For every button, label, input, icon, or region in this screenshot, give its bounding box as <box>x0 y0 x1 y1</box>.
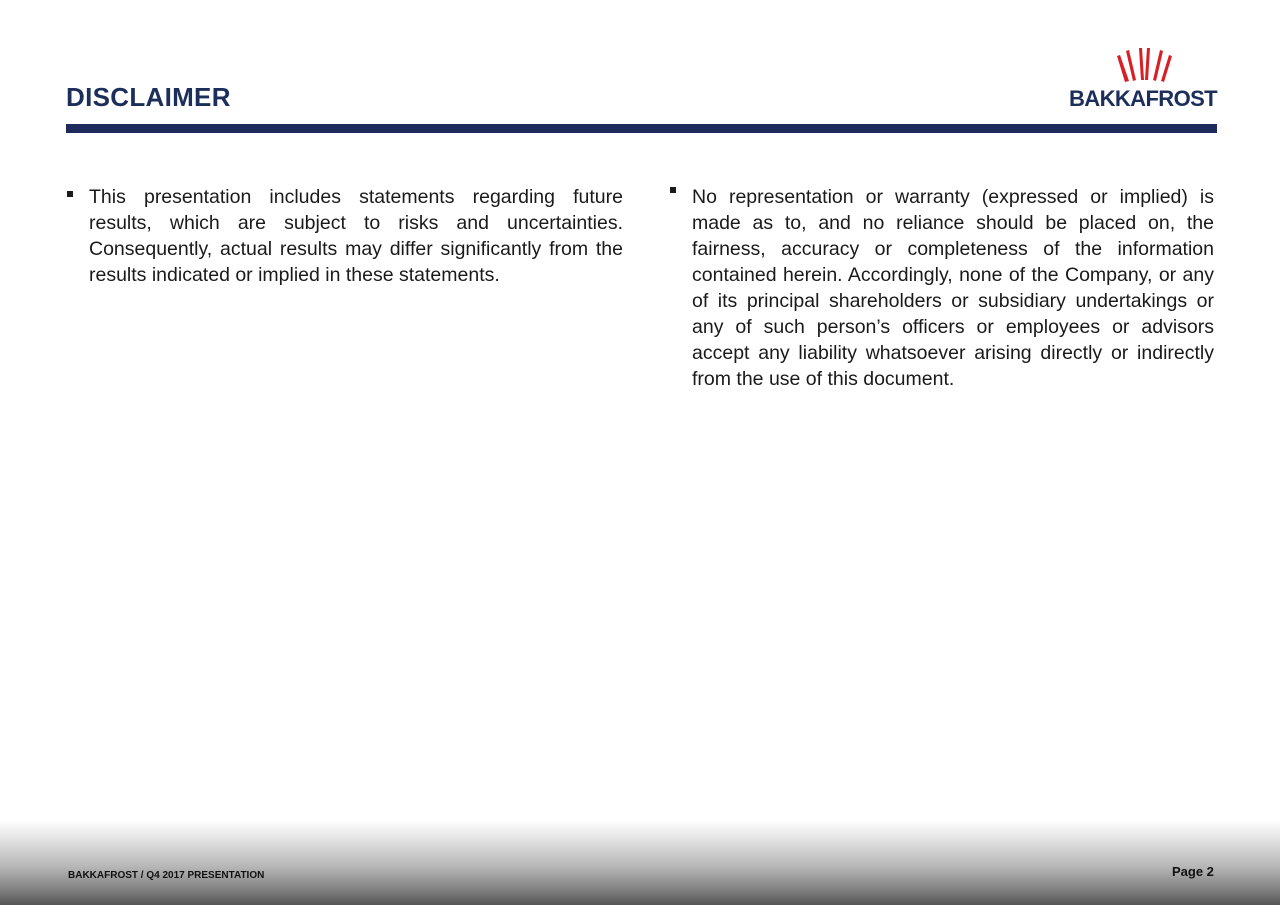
page-number: Page 2 <box>1172 864 1214 879</box>
footer-presentation-label: BAKKAFROST / Q4 2017 PRESENTATION <box>68 870 265 881</box>
bullet-square-icon <box>670 187 676 193</box>
header-divider <box>66 124 1217 133</box>
footer-bar <box>0 820 1280 905</box>
bullet-square-icon <box>67 191 73 197</box>
crown-icon <box>1113 46 1173 86</box>
disclaimer-forward-looking: This presentation includes statements regarding future results, which are subject to risks and uncertainties. Consequently, actual results may differ significantly from the results indicated or implied in these statements. <box>89 186 623 286</box>
company-logo <box>1066 46 1220 112</box>
disclaimer-no-warranty: No representation or warranty (expressed or implied) is made as to, and no reliance should be placed on, the fairness, accuracy or completeness of the information contained herein. Accordingly, none of the Company, or any of its principal shareholders or subsidiary undertakings or any of such person’s officers or employees or advisors accept any liability whatsoever arising directly or indirectly from the use of this document. <box>692 186 1214 390</box>
page-title: DISCLAIMER <box>66 82 231 112</box>
logo-wordmark: BAKKAFROST <box>1069 86 1217 111</box>
